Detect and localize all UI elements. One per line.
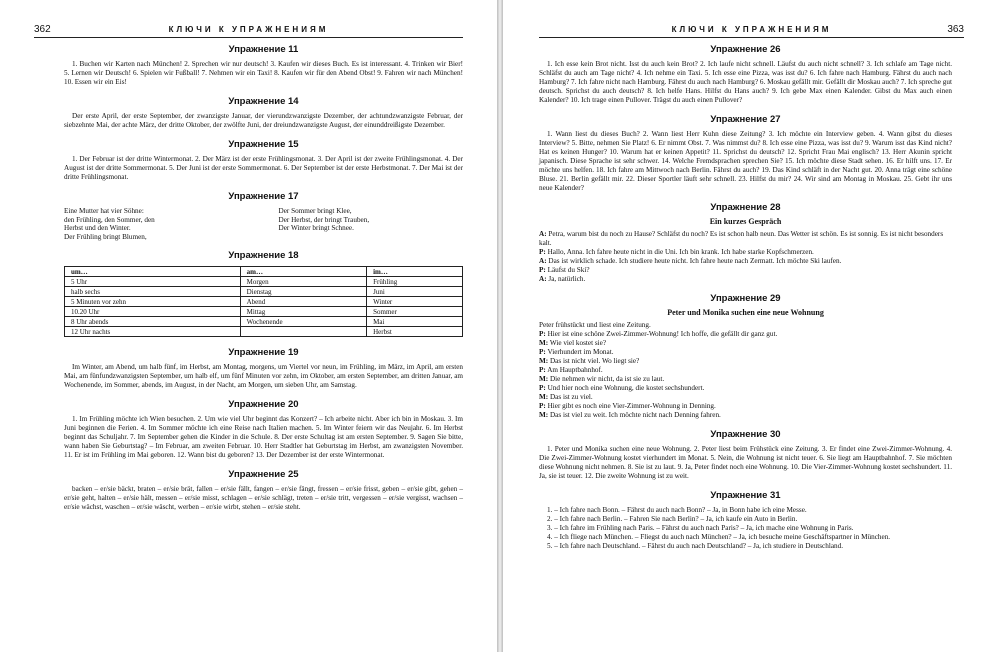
dialog-title: Peter und Monika suchen eine neue Wohnung [667,308,824,317]
dialog-text: Das ist zu viel. [549,393,593,401]
exercise-text: 1. Wann liest du dieses Buch? 2. Wann liest Herr Kuhn diese Zeitung? 3. Ich möchte ein Interview geben. 4. Wann gibst du dieses Interview? 5. Bitte, nehmen Sie Platz! 6. Er nimmt Obst. 7. Was nimmst du? 8. Ich esse eine Pizza, was isst du? 9. Warum isst das Kind nicht? Hat es keinen Hunger? 10. Warum hat er keinen Appetit? 11. Sprichst du deutsch? 12. Spricht Frau Mai englisch? 13. Herr Akunin spricht japanisch. Diese Sprache ist sehr schwer. 14. Welche Fremdsprachen sprechen Sie? 15. Ich möchte diese Stadt sehen. 16. Er hilft uns. 17. Er möchte uns helfen. 18. Ich fahre am Mittwoch nach Berlin. Fährst du auch? 19. Das Kind schläft in der Nacht gut. 20. Anna trägt eine schöne Bluse. 21. Berlin gefällt mir. 22. Dieser Sportler läuft sehr schnell. 23. Hilfst du mir? 24. Wir sind am Montag in Moskau. 25. Gebt ihr uns neue Kalender? [539,130,952,192]
dialog-text: Hallo, Anna. Ich fahre heute nicht in die Uni. Ich bin krank. Ich habe starke Kopfschmerzen. [547,248,814,256]
dialog-line [539,275,952,284]
time-preposition-table [64,266,463,337]
page-number: 363 [947,24,964,35]
dialog-line [539,348,952,357]
table-header-row [65,267,463,277]
exercise-text: 1. Ich esse kein Brot nicht. Isst du auch kein Brot? 2. Ich laufe nicht schnell. Läufst du auch nicht schnell? 3. Ich schlafe am Tage nicht. Schläfst du auch am Tage nicht? 4. Ich nehme ein Taxi. 5. Ich esse eine Pizza, was isst du? 6. Ich fahre nach Hamburg. Fährst du auch nach Hamburg? 7. Ich fahre nicht nach Hamburg. Fährst du auch nach Hamburg? 6. Moskau gefällt mir. Gefällt dir Moskau auch? 7. Ich spreche gut deutsch. Sprichst du auch deutsch? 8. Ich helfe Hans. Hilfst du Hans auch? 9. Ich gebe Max einen Kalender. Gibst du Max auch einen Kalender? 10. Ich trage einen Pullover. Trägst du auch einen Pullover? [539,60,952,104]
dialog-line [539,366,952,375]
speaker: P: [539,248,546,256]
dialog-title: Ein kurzes Gespräch [709,217,782,226]
speaker: P: [539,366,546,374]
speaker: A: [539,230,547,238]
exercise-title: Упражнение 19 [228,347,299,358]
table-row [65,297,463,307]
dialog-text: Ja, natürlich. [548,275,586,283]
dialog-text: Am Hauptbahnhof. [547,366,603,374]
table-cell: Morgen [240,277,366,287]
running-title: КЛЮЧИ К УПРАЖНЕНИЯМ [671,25,832,34]
exercise-title: Упражнение 31 [710,490,781,501]
page-number: 362 [34,24,51,35]
exercise-text: 1. Peter und Monika suchen eine neue Wohnung. 2. Peter liest beim Frühstück eine Zeitung. 3. Er findet eine Zwei-Zimmer-Wohnung. 4. Die Zwei-Zimmer-Wohnung kostet vierhundert im Monat. 5. Nein, die Wohnung ist nicht teuer. 6. Sie liegt am Hauptbahnhof. 7. Sie möchten diese Wohnung nicht nehmen. 8. Sie ist zu laut. 9. Ja, Peter findet noch eine Wohnung. 10. Die Vier-Zimmer-Wohnung kostet sechshundert. 11. Ja, sie ist teuer. 12. Die zweite Wohnung ist zu weit. [539,445,952,480]
exercise-title: Упражнение 27 [710,114,781,125]
dialog-line [539,411,952,420]
speaker: M: [539,339,549,347]
speaker: M: [539,357,549,365]
poem-line: Der Frühling bringt Blumen, [64,232,147,241]
exercise-title: Упражнение 15 [228,139,299,150]
speaker: M: [539,375,549,383]
table-cell: Juni [367,287,463,297]
dialog-line [539,339,952,348]
speaker: A: [539,275,547,283]
exercise-text: 1. Buchen wir Karten nach München! 2. Sprechen wir nur deutsch! 3. Kaufen wir dieses Buch. Es ist interessant. 4. Trinken wir Bier! 5. Lernen wir Deutsch! 6. Spielen wir Fußball! 7. Nehmen wir ein Taxi! 8. Kaufen wir für den Abend Obst! 9. Fahren wir nach München! 10. Essen wir ein Eis! [64,60,463,86]
dialog-text: Läufst du Ski? [547,266,590,274]
poem-line: Eine Mutter hat vier Söhne: [64,207,144,215]
dialog-line [539,384,952,393]
list-item: 5. – Ich fahre nach Deutschland. – Fährst du auch nach Deutschland? – Ja, ich studiere in Deutschland. [547,542,843,550]
dialog-text: Vierhundert im Monat. [547,348,614,356]
exercise-text: Der erste April, der erste September, der zwanzigste Januar, der vierundzwanzigste Dezember, der achtundzwanzigste Februar, der siebzehnte Mai, der achte März, der dritte Oktober, der zwölfte Juni, der dreiundzwanzigste August, der einunddreißigste Dezember. [64,112,463,129]
speaker: P: [539,330,546,338]
right-page [503,0,1000,652]
dialog-line [539,248,952,257]
dialog-text: Petra, warum bist du noch zu Hause? Schläfst du noch? Es ist schon halb neun. Das Wetter ist schön. Es ist sonnig. Es ist nicht besonders kalt. [539,230,944,247]
dialog-text: Wie viel kostet sie? [549,339,607,347]
exercise-title: Упражнение 29 [710,293,781,304]
table-cell: Dienstag [240,287,366,297]
exercise-title: Упражнение 20 [228,399,299,410]
dialog-text: Hier gibt es noch eine Vier-Zimmer-Wohnung in Denning. [547,402,716,410]
poem-column-left [64,207,249,241]
left-content [64,44,463,521]
right-content [539,44,952,560]
table-cell: Abend [240,297,366,307]
table-row [65,307,463,317]
poem-line: Der Herbst, der bringt Trauben, [278,215,370,224]
table-cell: 12 Uhr nachts [65,327,241,337]
exercise-list [539,506,952,551]
exercise-title: Упражнение 11 [228,44,299,55]
speaker: P: [539,348,546,356]
table-cell: Mai [367,317,463,327]
table-cell: 8 Uhr abends [65,317,241,327]
list-item: 4. – Ich fliege nach München. – Fliegst du auch nach München? – Ja, ich besuche meine Geschäftspartner in München. [547,533,891,541]
speaker: P: [539,384,546,392]
table-row [65,327,463,337]
dialog-line [539,402,952,411]
dialog-line [539,257,952,266]
dialog-line [539,357,952,366]
speaker: M: [539,411,549,419]
dialog-text: Und hier noch eine Wohnung, die kostet sechshundert. [547,384,705,392]
column-header: am… [240,267,366,277]
dialog-text: Das ist viel zu weit. Ich möchte nicht nach Denning fahren. [549,411,721,419]
poem-line: Der Sommer bringt Klee, [278,207,352,215]
exercise-title: Упражнение 18 [228,250,299,261]
speaker: P: [539,402,546,410]
table-cell: 5 Minuten vor zehn [65,297,241,307]
table-row [65,287,463,297]
table-cell: halb sechs [65,287,241,297]
table-cell: Frühling [367,277,463,287]
table-row [65,317,463,327]
exercise-text: 1. Im Frühling möchte ich Wien besuchen. 2. Um wie viel Uhr beginnt das Konzert? – Ich arbeite nicht. Aber ich bin in Moskau. 3. Im Juni beginnen die Ferien. 4. Im Sommer möchte ich eine Reise nach Italien machen. 5. Im Winter feiern wir das Neujahr. 6. Im Herbst beginnt das Schuljahr. 7. Im September gehen die Kinder in die Schule. 8. Der erste Schultag ist am ersten September. 9. Sagen Sie bitte, wann haben Sie Geburtstag? – Im Februar, am zweiten Februar. 10. Herr Stadtler hat Geburtstag im Herbst, am zwanzigsten November. 11. Er ist im Frühling im Mai geboren. 12. Wann bist du geboren? 13. Der Dezember ist der erste Wintermonat. [64,415,463,459]
exercise-title: Упражнение 30 [710,429,781,440]
table-cell: 5 Uhr [65,277,241,287]
dialog-line [539,330,952,339]
poem-line: Der Winter bringt Schnee. [278,224,354,232]
table-cell: Sommer [367,307,463,317]
exercise-title: Упражнение 14 [228,96,299,107]
list-item: 2. – Ich fahre nach Berlin. – Fahren Sie nach Berlin? – Ja, ich kaufe ein Auto in Berlin. [547,515,798,523]
poem [64,207,463,241]
table-cell: Herbst [367,327,463,337]
table-cell: Mittag [240,307,366,317]
dialog-line [539,230,952,248]
list-item: 1. – Ich fahre nach Bonn. – Fährst du auch nach Bonn? – Ja, in Bonn habe ich eine Messe. [547,506,807,514]
table-cell: 10.20 Uhr [65,307,241,317]
header-rule [539,37,964,38]
table-row [65,277,463,287]
exercise-text: 1. Der Februar ist der dritte Wintermonat. 2. Der März ist der erste Frühlingsmonat. 3. Der April ist der zweite Frühlingsmonat. 4. Der August ist der dritte Sommermonat. 5. Der Juni ist der erste Sommermonat. 6. Der September ist der erste Herbstmonat. 7. Der Mai ist der dritte Frühlingsmonat. [64,155,463,181]
running-title: КЛЮЧИ К УПРАЖНЕНИЯМ [168,25,329,34]
exercise-title: Упражнение 26 [710,44,781,55]
speaker: P: [539,266,546,274]
speaker: A: [539,257,547,265]
table-cell: Wochenende [240,317,366,327]
dialog-line [539,266,952,275]
dialog-line [539,375,952,384]
exercise-title: Упражнение 25 [228,469,299,480]
exercise-text: backen – er/sie bäckt, braten – er/sie brät, fallen – er/sie fällt, fangen – er/sie fängt, fressen – er/sie frisst, geben – er/sie gibt, gehen – er/sie geht, halten – er/sie hält, messen – er/sie misst, schlagen – er/sie schlägt, treten – er/sie tritt, vergessen – er/sie vergisst, wachsen – er/sie wächst, waschen – er/sie wäscht, werben – er/sie wirbt, stehen – er/sie steht. [64,485,463,511]
table-cell: Winter [367,297,463,307]
dialog-intro: Peter frühstückt und liest eine Zeitung. [539,321,651,329]
poem-line: den Frühling, den Sommer, den Herbst und den Winter. [64,215,155,232]
table-cell [240,327,366,337]
exercise-title: Упражнение 28 [710,202,781,213]
dialog-line [539,393,952,402]
dialog-text: Das ist nicht viel. Wo liegt sie? [549,357,640,365]
dialog-text: Die nehmen wir nicht, da ist sie zu laut. [549,375,665,383]
exercise-title: Упражнение 17 [228,191,299,202]
dialog-text: Das ist wirklich schade. Ich studiere heute nicht. Ich fahre heute nach Zermatt. Ich möchte Ski laufen. [548,257,842,265]
left-page [0,0,497,652]
column-header: um… [65,267,241,277]
poem-column-right [249,207,464,241]
column-header: im… [367,267,463,277]
exercise-text: Im Winter, am Abend, um halb fünf, im Herbst, am Montag, morgens, um Viertel vor neun, im Frühling, im März, im April, am ersten Mai, am fünfundzwanzigsten September, um halb elf, um fünf Minuten vor zehn, im Oktober, am ersten September, am dritten Januar, am Wochenende, im Sommer, abends, im August, in der Nacht, am Morgen, um sieben Uhr, am Samstag. [64,363,463,389]
dialog-text: Hier ist eine schöne Zwei-Zimmer-Wohnung! Ich hoffe, die gefällt dir ganz gut. [547,330,778,338]
dialog [539,321,952,420]
list-item: 3. – Ich fahre im Frühling nach Paris. – Fährst du auch nach Paris? – Ja, ich mache eine Wohnung in Paris. [547,524,854,532]
header-rule [34,37,463,38]
dialog [539,230,952,284]
speaker: M: [539,393,549,401]
